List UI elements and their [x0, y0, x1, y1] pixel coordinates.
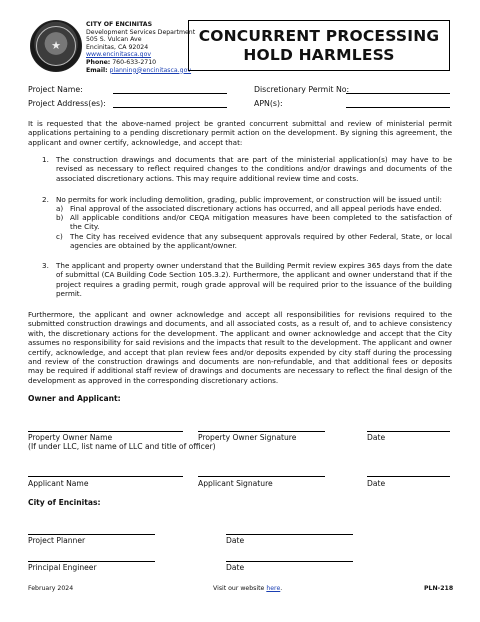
planner-date-line[interactable]: [226, 534, 353, 535]
title-line-1: CONCURRENT PROCESSING: [198, 27, 440, 45]
item-2b-num: b): [56, 213, 64, 222]
applicant-signature-line[interactable]: [198, 476, 325, 477]
engineer-date-line[interactable]: [226, 561, 353, 562]
engineer-date-label: Date: [226, 563, 245, 572]
phone: 760-633-2710: [112, 58, 157, 66]
form-code: PLN-218: [424, 585, 454, 592]
org-name: CITY OF ENCINITAS: [86, 21, 153, 28]
permit-no-label: Discretionary Permit No:: [254, 85, 350, 94]
footer-website-link[interactable]: here: [266, 585, 281, 592]
permit-no-field[interactable]: [346, 85, 450, 94]
project-planner-label: Project Planner: [28, 536, 86, 545]
apn-field[interactable]: [346, 99, 450, 108]
item-2a-num: a): [56, 204, 64, 213]
footer-visit: Visit our website here.: [213, 585, 283, 592]
org-info: [86, 21, 195, 74]
project-name-label: Project Name:: [28, 85, 83, 94]
project-address-field[interactable]: [113, 99, 227, 108]
item-1-text: The construction drawings and documents that are part of the ministerial application(s) may have to be revised as necessary to reflect required changes to the conditions and/or drawings and documents of the associated discretionary actions. This may require additional review time and costs.: [56, 155, 452, 183]
apn-label: APN(s):: [254, 99, 283, 108]
applicant-date-line[interactable]: [367, 476, 450, 477]
item-1-num: 1.: [42, 155, 49, 164]
phone-label: Phone:: [86, 58, 111, 66]
department: Development Services Department: [86, 28, 196, 36]
footer-visit-text: Visit our website: [213, 585, 265, 592]
project-planner-line[interactable]: [28, 534, 155, 535]
principal-engineer-line[interactable]: [28, 561, 155, 562]
item-2-num: 2.: [42, 195, 49, 204]
item-2c-text: The City has received evidence that any subsequent approvals required by other Federal, State, or local agencies are obtained by the applicant/owner.: [70, 232, 452, 251]
website-link[interactable]: www.encinitasca.gov: [86, 51, 152, 59]
form-title: [188, 20, 450, 71]
item-2b-text: All applicable conditions and/or CEQA mitigation measures have been completed to the satisfaction of the City.: [70, 213, 452, 232]
owner-applicant-heading: Owner and Applicant:: [28, 394, 121, 403]
city-seal-logo: ★: [30, 20, 82, 72]
project-name-field[interactable]: [113, 85, 227, 94]
property-owner-name-line[interactable]: [28, 431, 183, 432]
property-owner-signature-line[interactable]: [198, 431, 325, 432]
planner-date-label: Date: [226, 536, 245, 545]
footer-date: February 2024: [28, 585, 74, 592]
intro-paragraph: It is requested that the above-named project be granted concurrent submittal and review of ministerial permit applications pertaining to a pending discretionary permit action on the development. By signing this agreement, the applicant and owner certify, acknowledge, and accept that:: [28, 119, 452, 147]
title-line-2: HOLD HARMLESS: [243, 46, 395, 64]
property-owner-name-label: Property Owner Name: [28, 433, 113, 442]
item-3-num: 3.: [42, 261, 49, 270]
principal-engineer-label: Principal Engineer: [28, 563, 97, 572]
closing-paragraph: Furthermore, the applicant and owner acknowledge and accept all responsibilities for revisions required to the submitted construction drawings and documents, and all associated costs, as a result of, and to achieve consistency with, the discretionary actions for the development. The applicant and owner acknowledge and accept that the City assumes no responsibility for said revisions and the impacts that result to the development. The applicant and owner certify, acknowledge, and accept that plan review fees and/or deposits expended by city staff during the processing and review of the construction drawings and documents are non-refundable, and that additional fees or deposits may be required if additional staff review of drawings and documents are necessary to reflect the final design of the development as approved in the corresponding discretionary actions.: [28, 310, 452, 385]
applicant-name-line[interactable]: [28, 476, 183, 477]
applicant-signature-label: Applicant Signature: [198, 479, 273, 488]
applicant-name-label: Applicant Name: [28, 479, 89, 488]
item-2c-num: c): [56, 232, 63, 241]
item-2-text: No permits for work including demolition, grading, public improvement, or construction will be issued until:: [56, 195, 442, 204]
project-address-label: Project Address(es):: [28, 99, 106, 108]
owner-date-label: Date: [367, 433, 386, 442]
email-label: Email:: [86, 66, 108, 74]
owner-date-line[interactable]: [367, 431, 450, 432]
applicant-date-label: Date: [367, 479, 386, 488]
item-3-text: The applicant and property owner understand that the Building Permit review expires 365 days from the date of submittal (CA Building Code Section 105.3.2). Furthermore, the applicant and owner understand that if the project requires a grading permit, rough grade approval will be required prior to the issuance of the building permit.: [56, 261, 452, 299]
item-2a-text: Final approval of the associated discretionary actions has occurred, and all appeal periods have ended.: [70, 204, 442, 213]
llc-note: (If under LLC, list name of LLC and title of officer): [28, 442, 216, 451]
email-link[interactable]: planning@encinitasca.gov: [109, 66, 192, 74]
property-owner-signature-label: Property Owner Signature: [198, 433, 297, 442]
address-line-2: Encinitas, CA 92024: [86, 43, 149, 51]
city-heading: City of Encinitas:: [28, 498, 101, 507]
address-line-1: 505 S. Vulcan Ave: [86, 36, 142, 44]
